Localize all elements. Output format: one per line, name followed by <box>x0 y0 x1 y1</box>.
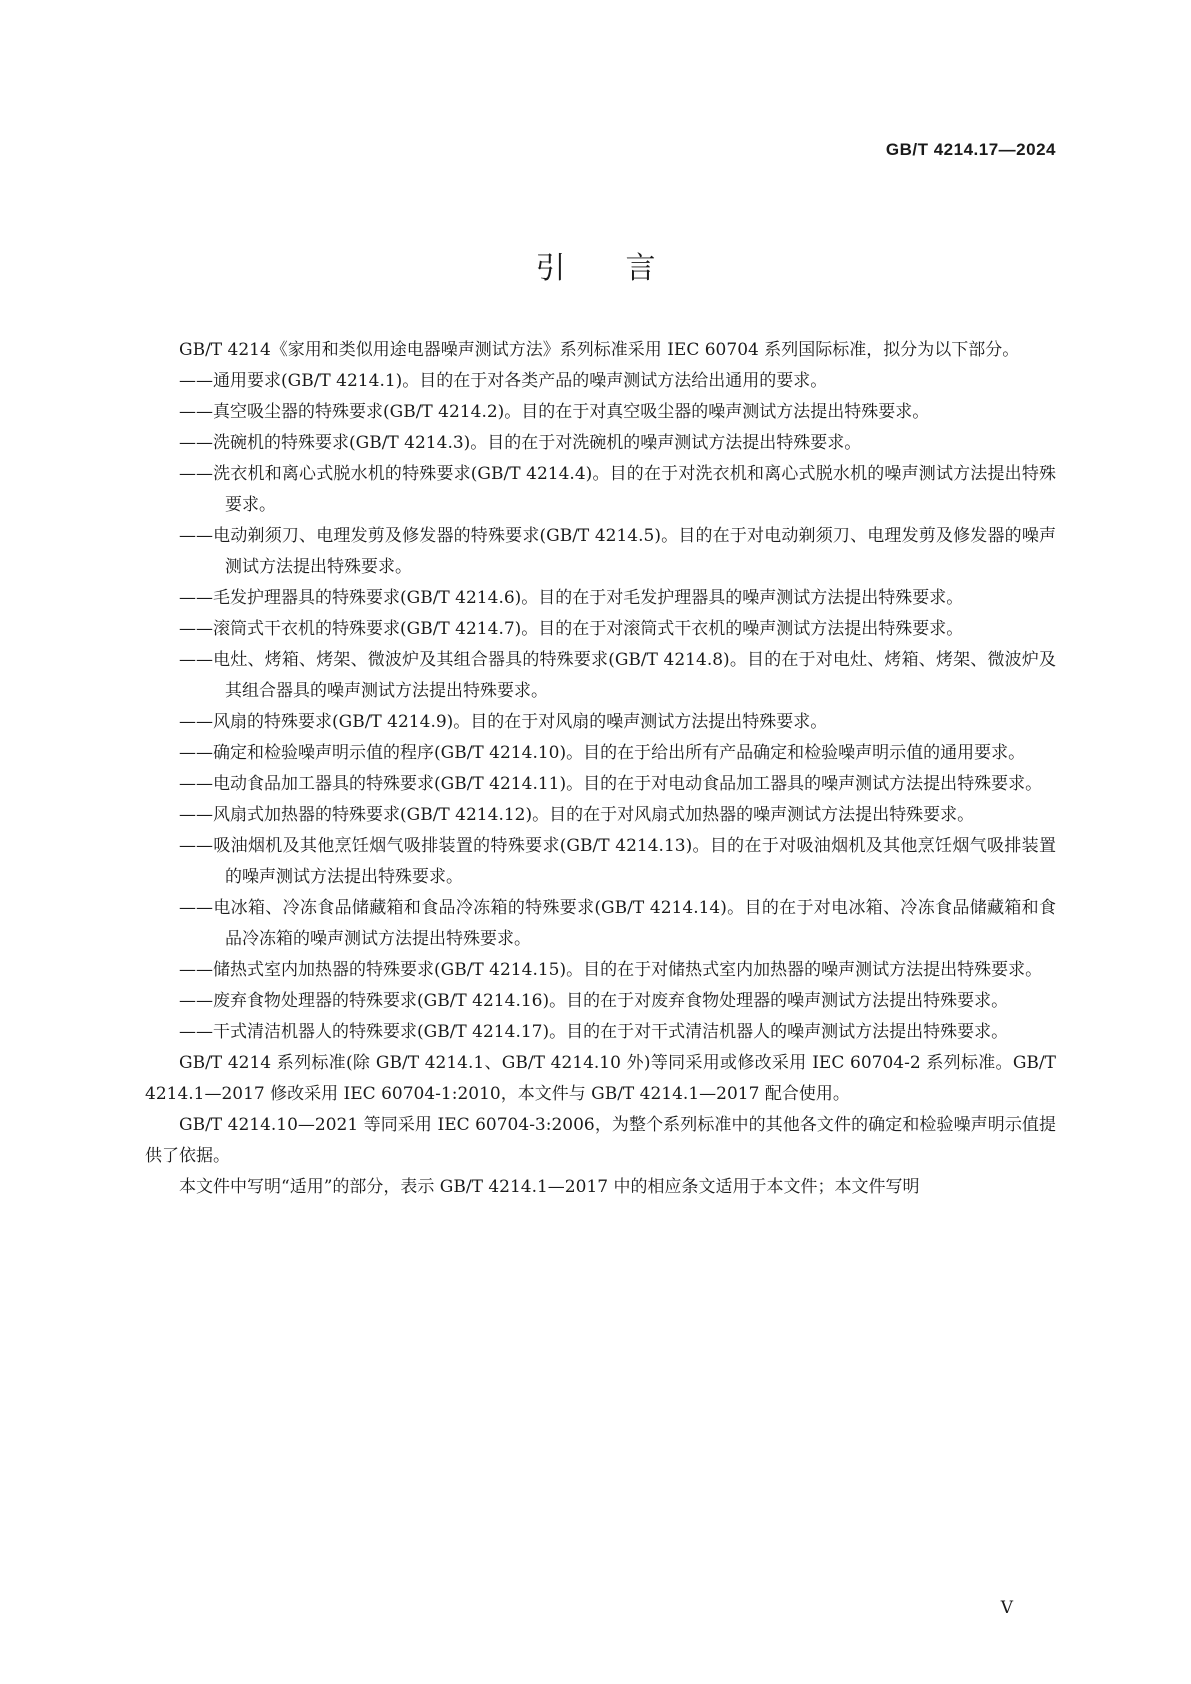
list-item: ——电冰箱、冷冻食品储藏箱和食品冷冻箱的特殊要求(GB/T 4214.14)。目的在于对电冰箱、冷冻食品储藏箱和食品冷冻箱的噪声测试方法提出特殊要求。 <box>179 898 1056 949</box>
intro-paragraph: GB/T 4214《家用和类似用途电器噪声测试方法》系列标准采用 IEC 60704 系列国际标准，拟分为以下部分。 <box>179 340 1020 360</box>
page-title: 引言 <box>535 251 716 286</box>
parts-list <box>145 366 1056 1048</box>
list-item: ——吸油烟机及其他烹饪烟气吸排装置的特殊要求(GB/T 4214.13)。目的在于对吸油烟机及其他烹饪烟气吸排装置的噪声测试方法提出特殊要求。 <box>179 836 1056 887</box>
list-item: ——电动食品加工器具的特殊要求(GB/T 4214.11)。目的在于对电动食品加工器具的噪声测试方法提出特殊要求。 <box>179 774 1043 794</box>
body-paragraph: GB/T 4214 系列标准(除 GB/T 4214.1、GB/T 4214.10 外)等同采用或修改采用 IEC 60704-2 系列标准。GB/T 4214.1—2017 修改采用 IEC 60704-1:2010，本文件与 GB/T 4214.1—2017 配合使用。 <box>145 1053 1056 1104</box>
list-item: ——风扇的特殊要求(GB/T 4214.9)。目的在于对风扇的噪声测试方法提出特殊要求。 <box>179 712 828 732</box>
list-item: ——风扇式加热器的特殊要求(GB/T 4214.12)。目的在于对风扇式加热器的噪声测试方法提出特殊要求。 <box>179 805 975 825</box>
page-number: V <box>1000 1598 1013 1618</box>
body-paragraph: 本文件中写明“适用”的部分，表示 GB/T 4214.1—2017 中的相应条文适用于本文件；本文件写明 <box>179 1177 920 1197</box>
document-number: GB/T 4214.17—2024 <box>885 140 1056 159</box>
list-item: ——储热式室内加热器的特殊要求(GB/T 4214.15)。目的在于对储热式室内加热器的噪声测试方法提出特殊要求。 <box>179 960 1043 980</box>
document-body <box>145 335 1056 1203</box>
list-item: ——洗衣机和离心式脱水机的特殊要求(GB/T 4214.4)。目的在于对洗衣机和离心式脱水机的噪声测试方法提出特殊要求。 <box>179 464 1056 515</box>
list-item: ——废弃食物处理器的特殊要求(GB/T 4214.16)。目的在于对废弃食物处理器的噪声测试方法提出特殊要求。 <box>179 991 1009 1011</box>
list-item: ——滚筒式干衣机的特殊要求(GB/T 4214.7)。目的在于对滚筒式干衣机的噪声测试方法提出特殊要求。 <box>179 619 964 639</box>
list-item: ——真空吸尘器的特殊要求(GB/T 4214.2)。目的在于对真空吸尘器的噪声测试方法提出特殊要求。 <box>179 402 930 422</box>
list-item: ——干式清洁机器人的特殊要求(GB/T 4214.17)。目的在于对干式清洁机器人的噪声测试方法提出特殊要求。 <box>179 1022 1009 1042</box>
list-item: ——电灶、烤箱、烤架、微波炉及其组合器具的特殊要求(GB/T 4214.8)。目的在于对电灶、烤箱、烤架、微波炉及其组合器具的噪声测试方法提出特殊要求。 <box>179 650 1056 701</box>
list-item: ——毛发护理器具的特殊要求(GB/T 4214.6)。目的在于对毛发护理器具的噪声测试方法提出特殊要求。 <box>179 588 964 608</box>
body-paragraph: GB/T 4214.10—2021 等同采用 IEC 60704-3:2006，为整个系列标准中的其他各文件的确定和检验噪声明示值提供了依据。 <box>145 1115 1056 1166</box>
list-item: ——确定和检验噪声明示值的程序(GB/T 4214.10)。目的在于给出所有产品确定和检验噪声明示值的通用要求。 <box>179 743 1026 763</box>
list-item: ——洗碗机的特殊要求(GB/T 4214.3)。目的在于对洗碗机的噪声测试方法提出特殊要求。 <box>179 433 862 453</box>
list-item: ——电动剃须刀、电理发剪及修发器的特殊要求(GB/T 4214.5)。目的在于对电动剃须刀、电理发剪及修发器的噪声测试方法提出特殊要求。 <box>179 526 1056 577</box>
list-item: ——通用要求(GB/T 4214.1)。目的在于对各类产品的噪声测试方法给出通用的要求。 <box>179 371 828 391</box>
